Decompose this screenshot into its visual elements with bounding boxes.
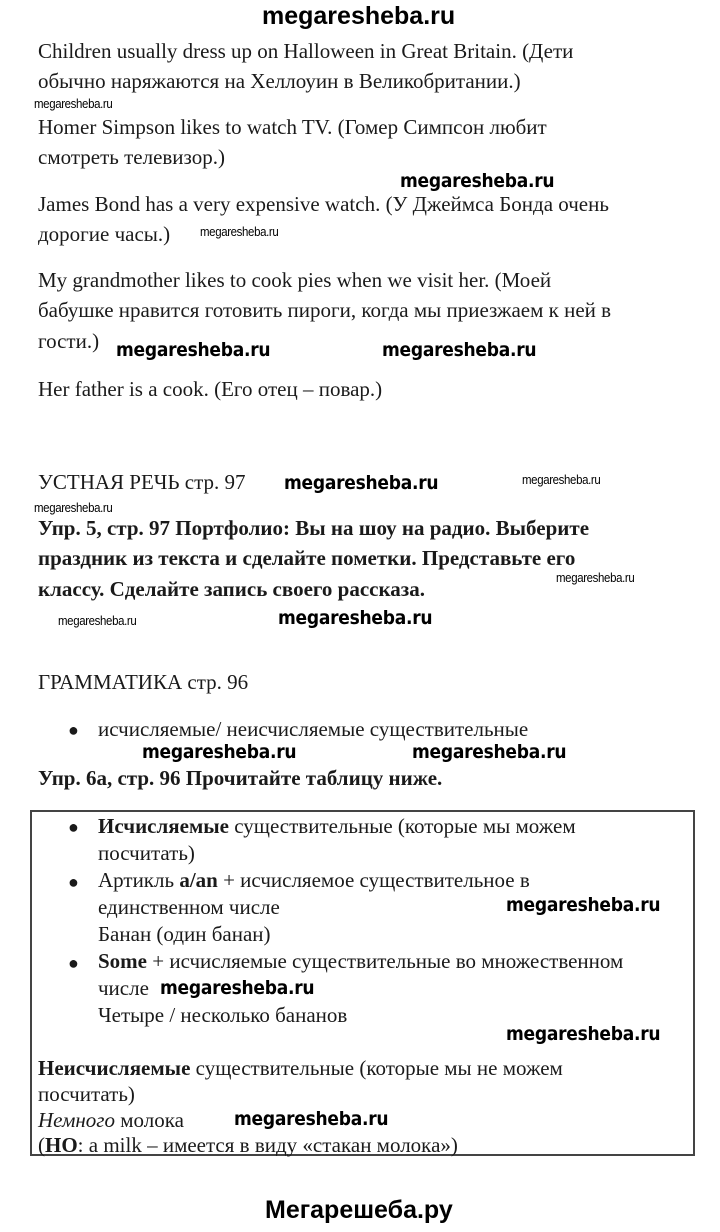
box-item-2-line-2: единственном числе (98, 895, 280, 919)
footer-site-title: Мегарешеба.ру (265, 1196, 453, 1224)
grammar-heading: ГРАММАТИКА стр. 96 (38, 670, 249, 694)
some-desc: + исчисляемые существительные во множественном (147, 949, 624, 973)
speaking-task-line-3: классу. Сделайте запись своего рассказа. (38, 577, 425, 601)
note-open: ( (38, 1133, 45, 1157)
uncountable-example-italic: Немного (38, 1108, 115, 1132)
sentence-2-line-2: смотреть телевизор.) (38, 145, 225, 169)
watermark-small: megaresheba.ru (522, 472, 601, 487)
watermark-big: megaresheba.ru (506, 894, 661, 916)
watermark-big: megaresheba.ru (412, 741, 567, 763)
box-item-3-line-1 (98, 949, 623, 974)
uncountable-term: Неисчисляемые (38, 1056, 191, 1080)
sentence-4-line-1: My grandmother likes to cook pies when we visit her. (Моей (38, 268, 552, 292)
bullet-icon: ● (68, 720, 79, 740)
bullet-icon: ● (68, 872, 79, 892)
grammar-task: Упр. 6а, стр. 96 Прочитайте таблицу ниже. (38, 766, 443, 790)
speaking-task-line-1: Упр. 5, стр. 97 Портфолио: Вы на шоу на радио. Выберите (38, 516, 590, 540)
sentence-1-line-2: обычно наряжаются на Хеллоуин в Великобритании.) (38, 69, 521, 93)
uncountable-example-rest: молока (114, 1108, 184, 1132)
watermark-small: megaresheba.ru (556, 570, 635, 585)
countable-term: Исчисляемые (98, 814, 229, 838)
watermark-small: megaresheba.ru (34, 500, 113, 515)
box-item-1-line-2: посчитать) (98, 841, 195, 865)
watermark-big: megaresheba.ru (400, 170, 555, 192)
watermark-big: megaresheba.ru (506, 1023, 661, 1045)
sentence-4-line-2: бабушке нравится готовить пироги, когда мы приезжаем к ней в (38, 298, 612, 322)
speaking-task-line-2: праздник из текста и сделайте пометки. Представьте его (38, 546, 576, 570)
watermark-small: megaresheba.ru (200, 224, 279, 239)
box-uncountable-line-2: посчитать) (38, 1082, 135, 1106)
box-item-2-line-1 (98, 868, 530, 893)
watermark-big: megaresheba.ru (234, 1108, 389, 1130)
box-uncountable-example (38, 1108, 184, 1133)
watermark-big: megaresheba.ru (382, 339, 537, 361)
box-item-1-line-1 (98, 814, 576, 839)
sentence-2-line-1: Homer Simpson likes to watch TV. (Гомер Симпсон любит (38, 115, 547, 139)
box-uncountable-line-1 (38, 1056, 563, 1081)
some-term: Some (98, 949, 147, 973)
note-rest: : a milk – имеется в виду «стакан молока») (77, 1133, 458, 1157)
watermark-big: megaresheba.ru (142, 741, 297, 763)
watermark-big: megaresheba.ru (278, 607, 433, 629)
grammar-topic-bullet: исчисляемые/ неисчисляемые существительные (98, 717, 529, 741)
article-desc: + исчисляемое существительное в (217, 868, 530, 892)
uncountable-desc: существительные (которые мы не можем (190, 1056, 563, 1080)
box-note (38, 1133, 458, 1158)
article-term: a/an (179, 868, 218, 892)
note-term: НО (45, 1133, 78, 1157)
sentence-3-line-2: дорогие часы.) (38, 222, 171, 246)
speaking-heading: УСТНАЯ РЕЧЬ стр. 97 (38, 470, 246, 494)
watermark-small: megaresheba.ru (58, 613, 137, 628)
watermark-small: megaresheba.ru (34, 96, 113, 111)
sentence-4-line-3: гости.) (38, 329, 100, 353)
sentence-1-line-1: Children usually dress up on Halloween in Great Britain. (Дети (38, 39, 574, 63)
box-item-2-example: Банан (один банан) (98, 922, 271, 946)
watermark-big: megaresheba.ru (284, 472, 439, 494)
bullet-icon: ● (68, 817, 79, 837)
sentence-3-line-1: James Bond has a very expensive watch. (У Джеймса Бонда очень (38, 192, 609, 216)
sentence-5-line-1: Her father is a cook. (Его отец – повар.) (38, 377, 383, 401)
watermark-big: megaresheba.ru (160, 977, 315, 999)
watermark-big: megaresheba.ru (116, 339, 271, 361)
countable-desc: существительные (которые мы можем (228, 814, 576, 838)
header-site-title: megaresheba.ru (262, 2, 456, 30)
bullet-icon: ● (68, 953, 79, 973)
box-item-3-example: Четыре / несколько бананов (98, 1003, 348, 1027)
article-label: Артикль (98, 868, 180, 892)
box-item-3-line-2: числе (98, 976, 149, 1000)
